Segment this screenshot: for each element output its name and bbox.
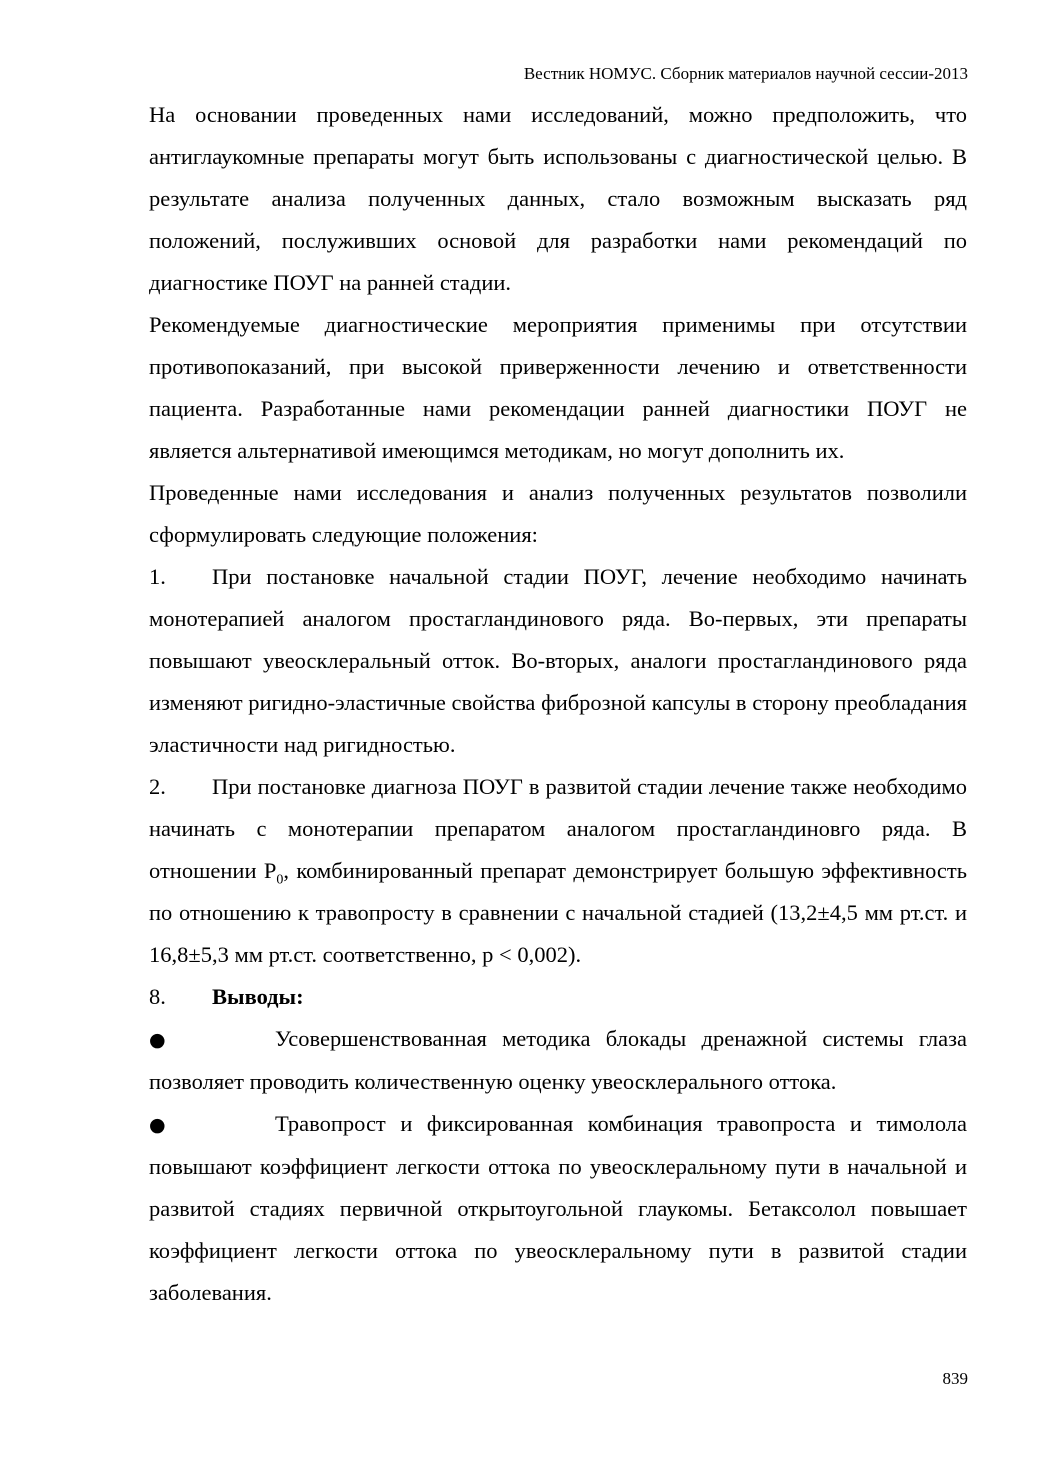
conclusion-item-2 xyxy=(149,1103,967,1314)
page-number: 839 xyxy=(942,1369,968,1388)
item-text-before-subscript: При постановке диагноза ПОУГ в развитой стадии лечение также необходимо начинать с монотерапии препаратом аналогом простагландиновго ряда. В отношении Р xyxy=(149,774,967,883)
heading-number: 8. xyxy=(149,984,166,1009)
conclusion-text: Травопрост и фиксированная комбинация травопроста и тимолола повышают коэффициент легкости оттока по увеосклеральному пути в начальной и развитой стадиях первичной открытоугольной глаукомы. Бетаксолол повышает коэффициент легкости оттока по увеосклеральному пути в развитой стадии заболевания. xyxy=(149,1111,967,1305)
item-number: 1. xyxy=(149,564,166,589)
conclusion-item-1 xyxy=(149,1018,967,1103)
item-number: 2. xyxy=(149,774,166,799)
paragraph-3: Проведенные нами исследования и анализ полученных результатов позволили сформулировать следующие положения: xyxy=(149,480,967,547)
paragraph-1: На основании проведенных нами исследований, можно предположить, что антиглаукомные препараты могут быть использованы с диагностической целью. В результате анализа полученных данных, стало возможным высказать ряд положений, послуживших основой для разработки нами рекомендаций по диагностике ПОУГ на ранней стадии. xyxy=(149,102,967,295)
subscript-zero: 0 xyxy=(276,872,284,888)
conclusions-heading xyxy=(149,976,967,1018)
numbered-item-2 xyxy=(149,766,967,976)
item-text-after-subscript: , комбинированный препарат демонстрирует большую эффективность по отношению к травопросту в сравнении с начальной стадией (13,2±4,5 мм рт.ст. и 16,8±5,3 мм рт.ст. соответственно, р < 0,002). xyxy=(149,858,968,967)
bullet-icon: ● xyxy=(149,1029,166,1051)
numbered-item-1 xyxy=(149,556,967,766)
bullet-icon: ● xyxy=(149,1114,166,1136)
conclusion-text: Усовершенствованная методика блокады дренажной системы глаза позволяет проводить количественную оценку увеосклерального оттока. xyxy=(149,1026,967,1094)
body-text xyxy=(149,94,967,1314)
heading-title: Выводы: xyxy=(212,984,304,1009)
paragraph-2: Рекомендуемые диагностические мероприятия применимы при отсутствии противопоказаний, при высокой приверженности лечению и ответственности пациента. Разработанные нами рекомендации ранней диагностики ПОУГ не является альтернативой имеющимся методикам, но могут дополнить их. xyxy=(149,312,967,463)
running-header: Вестник НОМУС. Сборник материалов научной сессии-2013 xyxy=(523,64,968,83)
item-text: При постановке начальной стадии ПОУГ, лечение необходимо начинать монотерапией аналогом простагландинового ряда. Во-первых, эти препараты повышают увеосклеральный отток. Во-вторых, аналоги простагландинового ряда изменяют ригидно-эластичные свойства фиброзной капсулы в сторону преобладания эластичности над ригидностью. xyxy=(149,564,967,757)
